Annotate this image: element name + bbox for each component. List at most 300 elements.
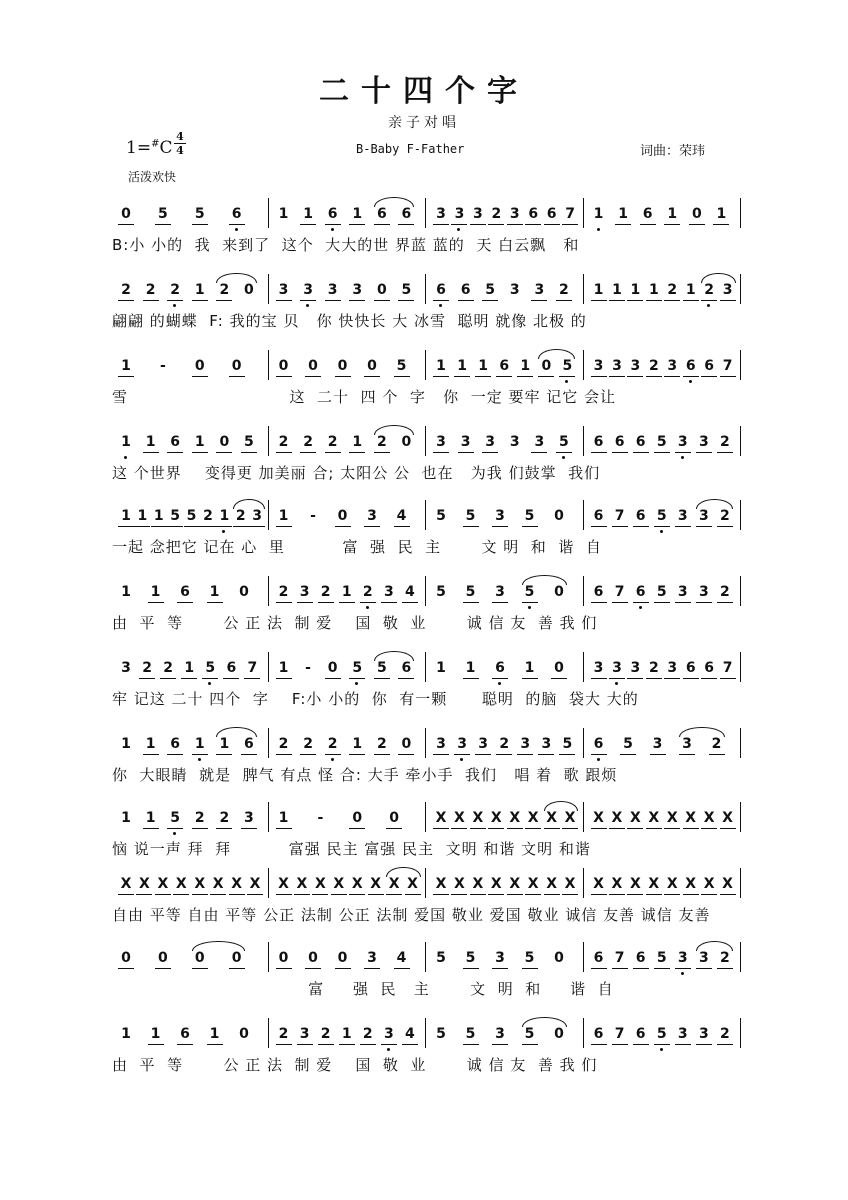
note: 6 [640, 204, 656, 225]
note: 3 [675, 948, 691, 969]
note: 3 [696, 948, 712, 969]
note: 3 [381, 582, 397, 603]
note: 2 [276, 432, 292, 453]
note: X [720, 874, 736, 895]
note: X [451, 808, 467, 829]
song-title: 二十四个字 [319, 74, 529, 109]
note: X [488, 808, 504, 829]
note: 2 [646, 356, 662, 377]
barline [583, 942, 584, 972]
note: 2 [360, 582, 376, 603]
note: 0 [305, 948, 321, 969]
slur [696, 499, 733, 509]
note: 0 [118, 204, 134, 225]
slur [544, 801, 578, 811]
note: 3 [381, 1024, 397, 1045]
note: 3 [650, 734, 666, 755]
note: 5 [374, 658, 390, 679]
note: - [317, 810, 324, 826]
note: X [627, 808, 643, 829]
note: 5 [184, 506, 200, 527]
note: 1 [192, 280, 208, 301]
slur [374, 651, 415, 661]
note: 5 [522, 582, 538, 603]
note: 3 [664, 658, 680, 679]
note: 2 [276, 734, 292, 755]
slur [216, 727, 257, 737]
barline [268, 802, 269, 832]
note: 2 [325, 432, 341, 453]
barline [583, 728, 584, 758]
barline [583, 652, 584, 682]
note: 1 [349, 432, 365, 453]
score-row [112, 280, 742, 330]
note: 1 [216, 506, 232, 527]
note: 2 [167, 280, 183, 301]
note: 2 [488, 204, 504, 225]
note: 1 [207, 1024, 223, 1045]
note: 6 [701, 356, 717, 377]
barline [425, 802, 426, 832]
note: - [159, 358, 166, 374]
note: 3 [627, 356, 643, 377]
note: X [664, 874, 680, 895]
slur [374, 425, 415, 435]
note: 6 [612, 432, 628, 453]
note: 1 [436, 660, 446, 676]
note: 1 [143, 432, 159, 453]
key-signature [126, 138, 172, 158]
note-line [112, 734, 742, 756]
note-line [112, 874, 742, 896]
note: 3 [609, 356, 625, 377]
lyric-line: 一起 念把它 记在 心 里 富 强 民 主 文 明 和 谐 自 [112, 538, 602, 556]
barline [425, 274, 426, 304]
note: 2 [300, 734, 316, 755]
note: 1 [349, 734, 365, 755]
note: 5 [559, 734, 575, 755]
note: 3 [538, 734, 554, 755]
note: X [683, 874, 699, 895]
note: 6 [177, 1024, 193, 1045]
note: 2 [139, 658, 155, 679]
note: 0 [398, 734, 414, 755]
note: 2 [233, 506, 249, 527]
score-row [112, 432, 742, 482]
barline [268, 1018, 269, 1048]
note: X [229, 874, 245, 895]
note: 1 [591, 204, 607, 224]
note: X [312, 874, 328, 895]
note: 2 [300, 432, 316, 453]
lyric-line: 由 平 等 公 正 法 制 爱 国 敬 业 诚 信 友 善 我 们 [112, 614, 598, 632]
note: 2 [276, 582, 292, 603]
note: X [544, 808, 560, 829]
barline [740, 652, 741, 682]
note: 6 [633, 1024, 649, 1045]
time-bottom: 4 [176, 144, 184, 157]
note: X [192, 874, 208, 895]
tempo-marking: 活泼欢快 [128, 170, 177, 184]
note: 5 [522, 948, 538, 969]
slur [679, 727, 725, 737]
note-line [112, 808, 742, 830]
note: 3 [675, 1024, 691, 1045]
note: 6 [683, 356, 699, 377]
note: 3 [696, 582, 712, 603]
barline [268, 868, 269, 898]
note: 3 [121, 660, 131, 676]
lyric-line: 雪 这 二十 四 个 字 你 一定 要牢 记它 会让 [112, 388, 617, 406]
note: 3 [364, 506, 380, 527]
note: 1 [134, 506, 150, 527]
note: 0 [335, 506, 351, 527]
barline [583, 500, 584, 530]
note: 1 [276, 808, 292, 829]
barline [740, 426, 741, 456]
note: 3 [675, 432, 691, 453]
note: 0 [305, 356, 321, 377]
note: 1 [118, 432, 134, 452]
note: 3 [509, 434, 520, 450]
barline [268, 728, 269, 758]
note-line [112, 280, 742, 302]
note: X [609, 808, 625, 829]
note: X [720, 808, 736, 829]
note: X [646, 808, 662, 829]
note: X [683, 808, 699, 829]
note: 6 [223, 658, 239, 679]
slur [701, 273, 735, 283]
note: X [507, 808, 523, 829]
note: 5 [436, 950, 446, 966]
note: 0 [401, 434, 412, 450]
note: 6 [398, 204, 414, 225]
note: 6 [633, 948, 649, 969]
note: 3 [531, 280, 547, 301]
barline [425, 652, 426, 682]
note: 0 [118, 948, 134, 969]
note: 6 [398, 658, 414, 679]
note: 1 [151, 506, 167, 527]
note: 3 [297, 582, 313, 603]
note: 2 [276, 1024, 292, 1045]
note: 6 [591, 432, 607, 453]
note: 5 [463, 506, 479, 527]
note: 1 [278, 206, 289, 222]
note: 2 [717, 1024, 733, 1045]
note: 6 [633, 432, 649, 453]
note: X [276, 874, 292, 895]
note: 1 [627, 280, 643, 301]
score-row [112, 948, 742, 998]
note: 1 [454, 356, 470, 377]
note: X [525, 808, 541, 829]
note-line [112, 582, 742, 604]
note: X [646, 874, 662, 895]
note: 0 [374, 280, 390, 301]
note: 5 [482, 280, 498, 301]
note: 2 [200, 506, 216, 527]
lyric-line: 翩翩 的蝴蝶 F: 我的宝 贝 你 快快长 大 冰雪 聪明 就像 北极 的 [112, 312, 587, 330]
note: 3 [627, 658, 643, 679]
note: 2 [717, 506, 733, 527]
note: 5 [436, 584, 446, 600]
note: X [451, 874, 467, 895]
note: 0 [192, 356, 208, 377]
lyric-line: 这 个世界 变得更 加美丽 合; 太阳公 公 也在 为我 们鼓掌 我们 [112, 464, 601, 482]
role-legend: B-Baby F-Father [356, 142, 465, 156]
note: 5 [155, 204, 171, 225]
note: 3 [433, 432, 449, 453]
note: 0 [689, 204, 705, 225]
note: 3 [482, 432, 498, 453]
lyric-line: 牢 记这 二十 四个 字 F:小 小的 你 有一颗 聪明 的脑 袋大 大的 [112, 690, 639, 708]
note: 1 [192, 432, 208, 453]
note: 7 [612, 506, 628, 527]
note: 3 [492, 1024, 508, 1045]
note: 6 [325, 204, 341, 225]
note: 1 [615, 204, 631, 225]
song-subtitle: 亲子对唱 [388, 115, 460, 131]
barline [268, 500, 269, 530]
note: 3 [675, 506, 691, 527]
note: 0 [364, 356, 380, 377]
note: 6 [525, 204, 541, 225]
slur [522, 1017, 568, 1027]
note: 3 [249, 506, 265, 527]
score-row [112, 356, 742, 406]
barline [740, 942, 741, 972]
note: 6 [229, 204, 245, 225]
note: 6 [496, 356, 512, 377]
note: 6 [167, 432, 183, 453]
note: X [405, 874, 421, 895]
note: 5 [436, 508, 446, 524]
barline [425, 1018, 426, 1048]
note: 1 [216, 734, 232, 755]
note: X [544, 874, 560, 895]
note: 6 [374, 204, 390, 225]
note: 4 [394, 948, 410, 969]
note: 7 [244, 658, 260, 679]
note: 0 [216, 432, 232, 453]
note: 1 [276, 506, 292, 527]
score-row [112, 506, 742, 556]
note: X [609, 874, 625, 895]
note: 6 [591, 582, 607, 603]
note: 0 [192, 948, 208, 969]
note: X [210, 874, 226, 895]
note: 3 [517, 734, 533, 755]
note: 1 [339, 582, 355, 603]
note: 1 [121, 584, 131, 600]
note: 1 [517, 356, 533, 377]
note-line [112, 948, 742, 970]
note: 5 [522, 506, 538, 527]
note: 6 [492, 658, 508, 679]
note: 4 [402, 582, 418, 603]
note: 5 [167, 506, 183, 527]
barline [740, 728, 741, 758]
score-row [112, 1024, 742, 1074]
note: 2 [556, 280, 572, 301]
time-signature [174, 131, 186, 156]
note: 1 [143, 734, 159, 755]
note: 6 [591, 1024, 607, 1045]
note: 1 [609, 280, 625, 301]
barline [740, 350, 741, 380]
note: 0 [155, 948, 171, 969]
note: 2 [160, 658, 176, 679]
barline [740, 576, 741, 606]
note: X [386, 874, 402, 895]
note-line [112, 204, 742, 226]
score-row [112, 582, 742, 632]
note: 6 [458, 280, 474, 301]
credits: 词曲：荣玮 [640, 144, 706, 159]
note: 2 [318, 582, 334, 603]
note: 7 [612, 1024, 628, 1045]
note: 2 [709, 734, 725, 755]
lyric-line: 你 大眼睛 就是 脾气 有点 怪 合: 大手 牵小手 我们 唱 着 歌 跟烦 [112, 766, 618, 784]
note: 3 [531, 432, 547, 453]
note: 1 [181, 658, 197, 679]
slur [386, 867, 420, 877]
note: 3 [492, 582, 508, 603]
note: 5 [394, 356, 410, 377]
note: 5 [398, 280, 414, 301]
barline [425, 500, 426, 530]
score-row [112, 658, 742, 708]
note: 6 [433, 280, 449, 301]
note: X [525, 874, 541, 895]
barline [425, 576, 426, 606]
note: 3 [509, 282, 520, 298]
note-line [112, 356, 742, 378]
note: 1 [300, 204, 316, 225]
note: 2 [374, 432, 390, 453]
note: 5 [654, 582, 670, 603]
note: X [627, 874, 643, 895]
note: 2 [318, 1024, 334, 1045]
note: - [305, 660, 311, 676]
barline [740, 500, 741, 530]
note: 3 [664, 356, 680, 377]
note: 5 [241, 432, 257, 453]
barline [740, 274, 741, 304]
note: 6 [701, 658, 717, 679]
slur [522, 575, 568, 585]
note: 1 [207, 582, 223, 603]
note: 1 [121, 1026, 131, 1042]
barline [583, 198, 584, 228]
note: 6 [633, 506, 649, 527]
note: 3 [451, 204, 467, 225]
note: 5 [202, 658, 218, 679]
note: X [488, 874, 504, 895]
note-line [112, 1024, 742, 1046]
note: 7 [720, 356, 736, 377]
note: 1 [522, 658, 538, 679]
note: 6 [683, 658, 699, 679]
note-line [112, 432, 742, 454]
note: 5 [654, 1024, 670, 1045]
note: X [349, 874, 365, 895]
note: 1 [349, 204, 365, 225]
note: 3 [675, 582, 691, 603]
barline [425, 942, 426, 972]
note: 4 [394, 506, 410, 527]
note: 5 [349, 658, 365, 679]
barline [425, 350, 426, 380]
slur [538, 349, 575, 359]
note: 2 [143, 280, 159, 301]
score-row [112, 808, 742, 858]
barline [740, 198, 741, 228]
key-sharp: # [151, 138, 160, 150]
note: 3 [364, 948, 380, 969]
note: 3 [470, 204, 486, 225]
note: X [433, 808, 449, 829]
lyric-line: 自由 平等 自由 平等 公正 法制 公正 法制 爱国 敬业 爱国 敬业 诚信 友善 诚信 友善 [112, 906, 711, 924]
note: X [591, 874, 607, 895]
note: 3 [433, 734, 449, 755]
note: X [701, 874, 717, 895]
note-line [112, 506, 742, 528]
note: 4 [402, 1024, 418, 1045]
note: X [470, 808, 486, 829]
note: X [433, 874, 449, 895]
lyric-line: 富 强 民 主 文 明 和 谐 自 [112, 980, 614, 998]
note: 6 [591, 948, 607, 969]
note: 1 [646, 280, 662, 301]
note: 5 [463, 948, 479, 969]
note: 7 [612, 948, 628, 969]
note: X [173, 874, 189, 895]
barline [425, 198, 426, 228]
note: 1 [192, 734, 208, 755]
note: 5 [620, 734, 636, 755]
note: X [562, 874, 578, 895]
note: 1 [121, 736, 131, 752]
note: 1 [148, 1024, 164, 1045]
note: 0 [244, 282, 254, 298]
note: 2 [717, 432, 733, 453]
note: 0 [551, 658, 567, 679]
note: 2 [325, 734, 341, 755]
note: 3 [241, 808, 257, 829]
note: X [155, 874, 171, 895]
note: 0 [229, 948, 245, 969]
note: 5 [192, 204, 208, 225]
note: 6 [591, 734, 607, 755]
barline [583, 274, 584, 304]
note: 2 [374, 734, 390, 755]
note: 5 [436, 1026, 446, 1042]
note: 5 [556, 432, 572, 453]
note: 0 [229, 356, 245, 377]
note: 3 [454, 734, 470, 755]
note: X [562, 808, 578, 829]
note: 3 [609, 658, 625, 679]
note: 0 [349, 808, 365, 829]
note: 0 [335, 356, 351, 377]
note: 5 [167, 808, 183, 829]
note: 6 [633, 582, 649, 603]
note: X [664, 808, 680, 829]
note: X [701, 808, 717, 829]
